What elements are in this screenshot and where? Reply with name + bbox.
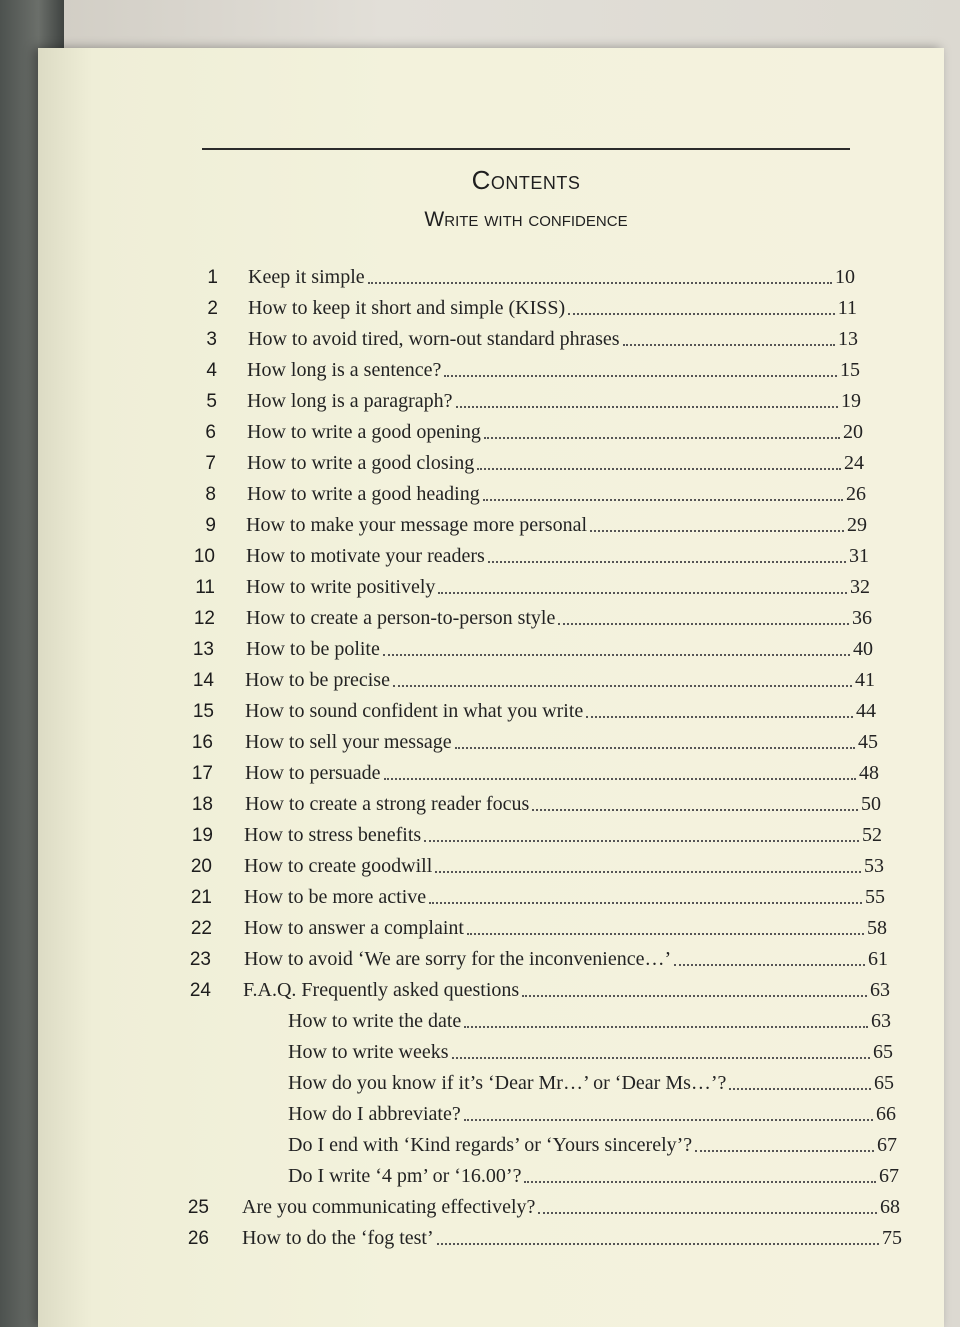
top-rule	[202, 148, 850, 150]
toc-entry-page: 15	[840, 359, 860, 381]
toc-entry-title: How to keep it short and simple (KISS)	[248, 297, 566, 319]
toc-entry	[247, 483, 866, 506]
toc-entry-number: 5	[206, 391, 217, 412]
toc-entry-number: 19	[191, 825, 213, 846]
dot-leader	[393, 685, 852, 687]
toc-entry-title: How to create a person-to-person style	[246, 607, 556, 629]
toc-entry-page: 44	[856, 700, 876, 722]
toc-entry-page: 65	[874, 1072, 894, 1094]
toc-entry-title: How to be polite	[246, 638, 380, 660]
toc-entry	[247, 452, 864, 475]
dot-leader	[456, 406, 839, 408]
toc-entry	[246, 576, 870, 599]
toc-entry-page: 53	[864, 855, 884, 877]
toc-entry-page: 32	[850, 576, 870, 598]
toc-entry-page: 45	[858, 731, 878, 753]
toc-entry-number: 24	[189, 980, 211, 1001]
dot-leader	[568, 313, 835, 315]
toc-entry-page: 36	[852, 607, 872, 629]
dot-leader	[444, 375, 837, 377]
toc-entry-title: F.A.Q. Frequently asked questions	[243, 979, 520, 1001]
toc-entry-title: Do I write ‘4 pm’ or ‘16.00’?	[288, 1165, 522, 1187]
toc-entry-number: 17	[191, 763, 213, 784]
toc-entry-title: How to persuade	[245, 762, 381, 784]
toc-entry	[245, 700, 876, 723]
dot-leader	[729, 1088, 871, 1090]
toc-entry	[247, 421, 863, 444]
dot-leader	[524, 1181, 876, 1183]
toc-entry-title: How to stress benefits	[244, 824, 422, 846]
toc-entry-page: 20	[843, 421, 863, 443]
toc-entry	[242, 1196, 900, 1219]
toc-entry-page: 31	[849, 545, 869, 567]
page-title: Contents	[471, 165, 581, 195]
toc-entry-page: 41	[855, 669, 875, 691]
toc-entry-page: 55	[865, 886, 885, 908]
toc-entry	[288, 1103, 896, 1126]
toc-entry	[244, 917, 887, 940]
toc-entry	[246, 607, 872, 630]
dot-leader	[384, 778, 856, 780]
dot-leader	[424, 840, 859, 842]
dot-leader	[455, 747, 855, 749]
toc-entry-number: 14	[192, 670, 214, 691]
toc-entry	[246, 514, 867, 537]
toc-entry	[245, 731, 878, 754]
toc-entry-page: 63	[871, 1010, 891, 1032]
dot-leader	[464, 1026, 868, 1028]
toc-entry-title: How to do the ‘fog test’	[242, 1227, 434, 1249]
toc-entry-title: How to create a strong reader focus	[245, 793, 530, 815]
toc-entry	[246, 638, 873, 661]
toc-entry-page: 61	[868, 948, 888, 970]
toc-entry	[288, 1165, 899, 1188]
toc-entry-title: How to sell your message	[245, 731, 452, 753]
toc-entry-page: 68	[880, 1196, 900, 1218]
toc-entry-page: 58	[867, 917, 887, 939]
toc-entry-number: 10	[193, 546, 215, 567]
toc-entry	[248, 297, 857, 320]
toc-entry-title: Keep it simple	[248, 266, 365, 288]
toc-entry-title: How to make your message more personal	[246, 514, 588, 536]
toc-entry-number: 13	[192, 639, 214, 660]
toc-entry	[244, 855, 884, 878]
dot-leader	[438, 592, 847, 594]
dot-leader	[532, 809, 858, 811]
toc-entry-title: How to write a good heading	[247, 483, 480, 505]
toc-entry	[244, 886, 885, 909]
dot-leader	[437, 1243, 879, 1245]
toc-entry-page: 75	[882, 1227, 902, 1249]
toc-entry	[246, 545, 869, 568]
dot-leader	[674, 964, 865, 966]
toc-entry	[288, 1072, 894, 1095]
dot-leader	[522, 995, 867, 997]
dot-leader	[368, 282, 832, 284]
toc-entry-page: 40	[853, 638, 873, 660]
toc-entry	[248, 328, 858, 351]
toc-entry-title: Are you communicating effectively?	[242, 1196, 536, 1218]
toc-entry-number: 18	[191, 794, 213, 815]
toc-entry-page: 48	[859, 762, 879, 784]
toc-entry	[244, 948, 888, 971]
toc-entry-number: 16	[191, 732, 213, 753]
toc-entry-page: 11	[837, 297, 857, 319]
toc-entry	[288, 1134, 897, 1157]
dot-leader	[695, 1150, 874, 1152]
toc-entry-page: 24	[844, 452, 864, 474]
toc-entry-number: 12	[193, 608, 215, 629]
toc-entry-page: 65	[873, 1041, 893, 1063]
toc-entry-title: How to be more active	[244, 886, 427, 908]
toc-entry-number: 11	[195, 577, 215, 598]
toc-entry-number: 20	[190, 856, 212, 877]
dot-leader	[623, 344, 835, 346]
toc-entry-number: 7	[205, 453, 216, 474]
toc-entry-number: 2	[207, 298, 218, 319]
toc-entry-page: 26	[846, 483, 866, 505]
toc-entry-title: How to write weeks	[288, 1041, 449, 1063]
toc-entry-number: 9	[205, 515, 216, 536]
toc-entry-number: 6	[205, 422, 216, 443]
toc-entry-title: How long is a paragraph?	[247, 390, 453, 412]
dot-leader	[484, 437, 840, 439]
toc-entry	[247, 390, 861, 413]
toc-entry-page: 19	[841, 390, 861, 412]
toc-entry-page: 52	[862, 824, 882, 846]
toc-entry-page: 66	[876, 1103, 896, 1125]
dot-leader	[435, 871, 861, 873]
dot-leader	[488, 561, 846, 563]
toc-entry-title: How to write a good closing	[247, 452, 475, 474]
toc-entry	[245, 762, 879, 785]
toc-entry	[288, 1041, 893, 1064]
toc-entry-title: How to sound confident in what you write	[245, 700, 584, 722]
toc-entry	[243, 979, 890, 1002]
dot-leader	[538, 1212, 877, 1214]
toc-entry-page: 50	[861, 793, 881, 815]
toc-entry	[245, 793, 881, 816]
toc-entry-title: How to avoid ‘We are sorry for the inconvenience…’	[244, 948, 672, 970]
dot-leader	[467, 933, 864, 935]
toc-entry-title: How to write the date	[288, 1010, 462, 1032]
toc-entry-title: How to answer a complaint	[244, 917, 464, 939]
toc-entry-number: 1	[207, 267, 218, 288]
dot-leader	[452, 1057, 870, 1059]
toc-entry-number: 4	[206, 360, 217, 381]
toc-entry-page: 29	[847, 514, 867, 536]
toc-entry	[244, 824, 882, 847]
toc-entry-number: 23	[189, 949, 211, 970]
toc-entry-number: 25	[187, 1197, 209, 1218]
toc-entry-title: How to be precise	[245, 669, 390, 691]
dot-leader	[464, 1119, 873, 1121]
toc-entry-title: How long is a sentence?	[247, 359, 442, 381]
toc-entry	[248, 266, 855, 289]
toc-entry-page: 10	[835, 266, 855, 288]
toc-entry-page: 67	[877, 1134, 897, 1156]
toc-entry-page: 67	[879, 1165, 899, 1187]
toc-entry-page: 13	[838, 328, 858, 350]
toc-entry	[288, 1010, 891, 1033]
toc-entry-title: How to motivate your readers	[246, 545, 485, 567]
dot-leader	[383, 654, 850, 656]
toc-entry-number: 15	[192, 701, 214, 722]
dot-leader	[586, 716, 853, 718]
toc-entry	[247, 359, 860, 382]
dot-leader	[558, 623, 849, 625]
table-of-contents	[0, 266, 960, 1266]
toc-entry	[245, 669, 875, 692]
dot-leader	[477, 468, 841, 470]
toc-entry-number: 3	[206, 329, 217, 350]
toc-entry-title: How to create goodwill	[244, 855, 433, 877]
toc-entry-number: 26	[187, 1228, 209, 1249]
toc-entry-page: 63	[870, 979, 890, 1001]
toc-entry-title: How to write positively	[246, 576, 436, 598]
section-title: Write with confidence	[424, 208, 628, 231]
toc-entry-title: How do I abbreviate?	[288, 1103, 461, 1125]
toc-entry-title: Do I end with ‘Kind regards’ or ‘Yours sincerely’?	[288, 1134, 693, 1156]
dot-leader	[429, 902, 862, 904]
toc-entry-title: How do you know if it’s ‘Dear Mr…’ or ‘Dear Ms…’?	[288, 1072, 727, 1094]
toc-entry-title: How to avoid tired, worn-out standard phrases	[248, 328, 620, 350]
toc-entry-number: 22	[190, 918, 212, 939]
toc-entry-title: How to write a good opening	[247, 421, 481, 443]
toc-entry-number: 8	[205, 484, 216, 505]
dot-leader	[590, 530, 844, 532]
toc-entry-number: 21	[190, 887, 212, 908]
toc-entry	[242, 1227, 902, 1250]
dot-leader	[483, 499, 843, 501]
